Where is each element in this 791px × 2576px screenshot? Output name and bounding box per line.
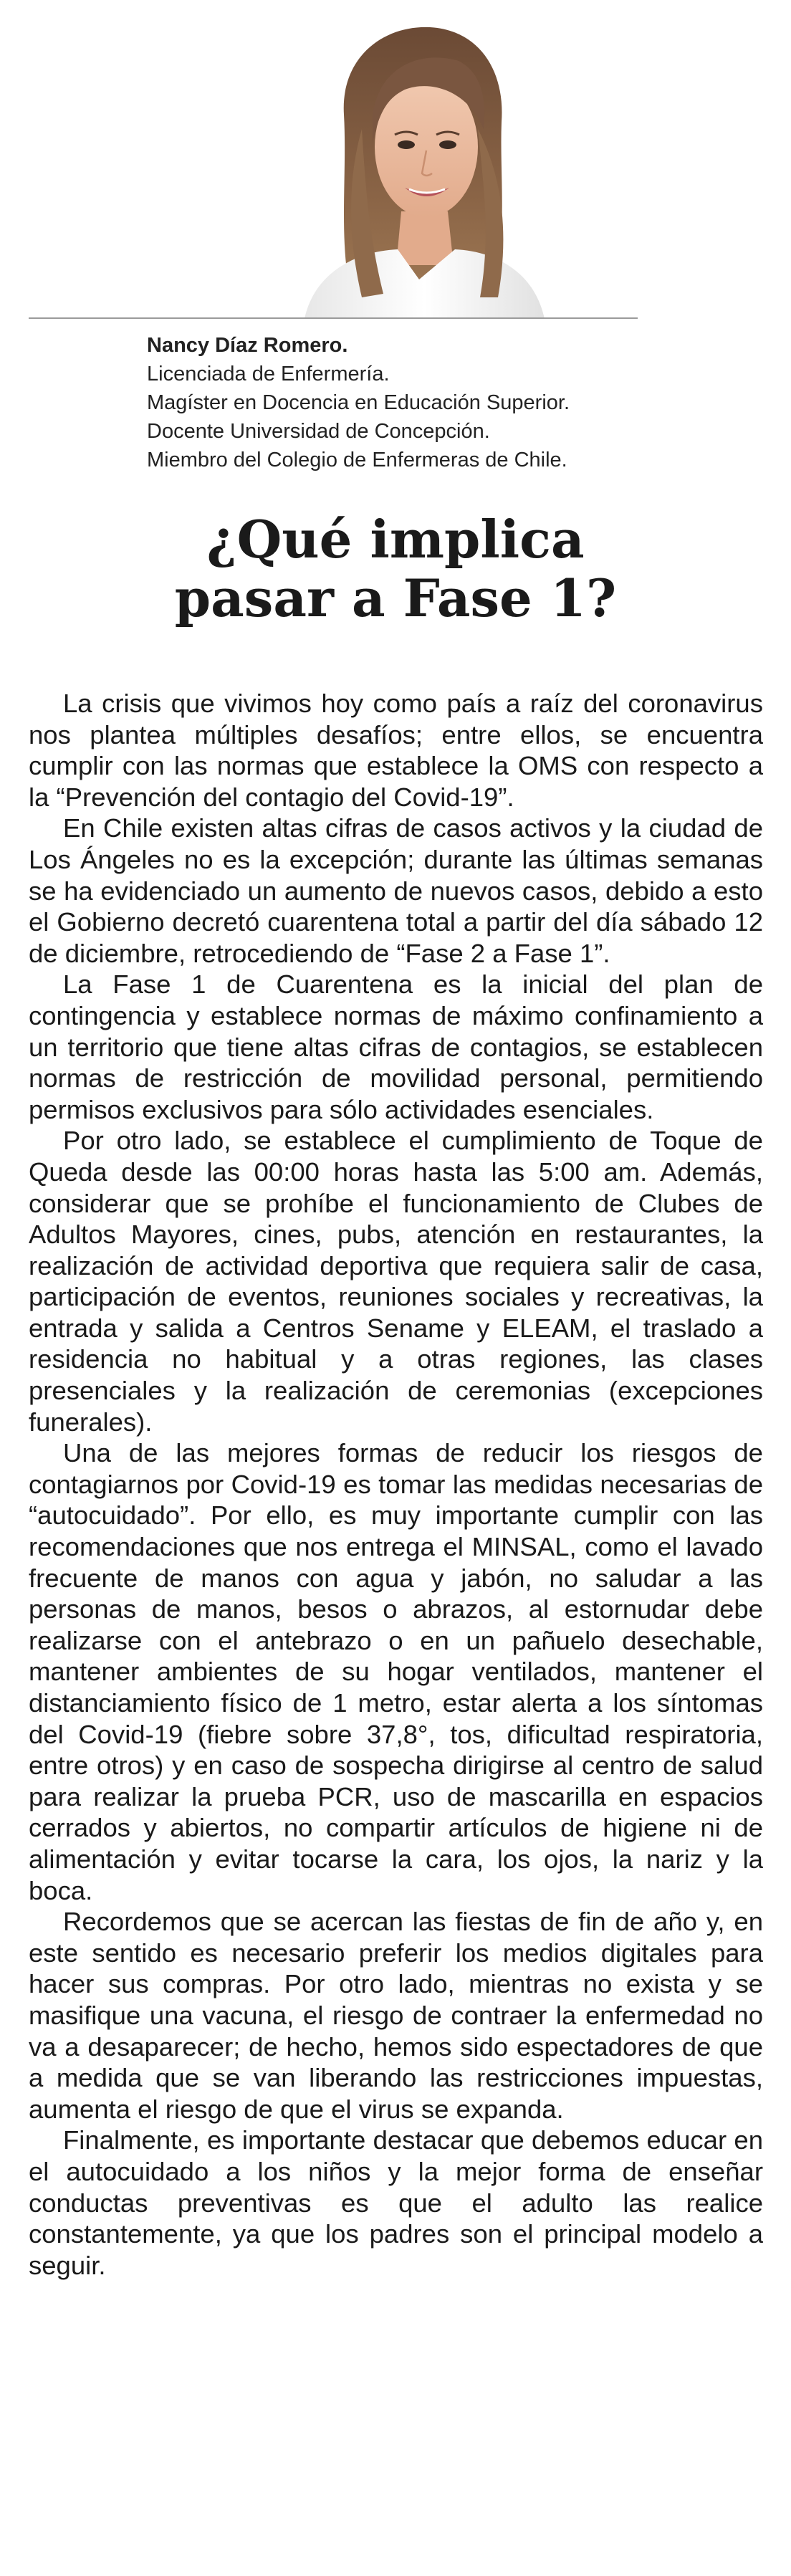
headline-line: pasar a Fase 1? — [174, 568, 617, 628]
author-credential: Miembro del Colegio de Enfermeras de Chile. — [147, 449, 567, 471]
article-paragraph: La Fase 1 de Cuarentena es la inicial del plan de contingencia y establece normas de máximo confinamiento a un territorio que tiene altas cifras de contagios, se establecen normas de restricción de movilidad personal, permitiendo permisos exclusivos para sólo actividades esenciales. — [29, 969, 763, 1124]
article-paragraph: En Chile existen altas cifras de casos activos y la ciudad de Los Ángeles no es la excepción; durante las últimas semanas se ha evidenciado un aumento de nuevos casos, debido a esto el Gobierno decretó cuarentena total a partir del día sábado 12 de diciembre, retrocediendo de “Fase 2 a Fase 1”. — [29, 813, 763, 968]
author-portrait — [276, 21, 562, 319]
article-paragraph: Finalmente, es importante destacar que debemos educar en el autocuidado a los niños y la mejor forma de enseñar conductas preventivas es que el adulto las realice constantemente, ya que los padres son el principal modelo a seguir. — [29, 2125, 763, 2280]
article-paragraph: La crisis que vivimos hoy como país a raíz del coronavirus nos plantea múltiples desafíos; entre ellos, se encuentra cumplir con las normas que establece la OMS con respecto a la “Prevención del contagio del Covid-19”. — [29, 689, 763, 812]
header-divider — [29, 317, 638, 319]
article-body — [29, 688, 763, 2281]
article-headline — [0, 510, 791, 628]
author-credential: Licenciada de Enfermería. — [147, 363, 390, 386]
author-credential: Docente Universidad de Concepción. — [147, 420, 490, 443]
author-name: Nancy Díaz Romero. — [147, 334, 348, 357]
article-paragraph: Por otro lado, se establece el cumplimiento de Toque de Queda desde las 00:00 horas hasta las 5:00 am. Además, considerar que se prohíbe el funcionamiento de Clubes de Adultos Mayores, cines, pubs, atención en restaurantes, la realización de actividad deportiva que requiera salir de casa, participación de eventos, reuniones sociales y recreativas, la entrada y salida a Centros Sename y ELEAM, el traslado a residencia no habitual y a otras regiones, las clases presenciales y la realización de ceremonias (excepciones funerales). — [29, 1126, 763, 1437]
article-paragraph: Recordemos que se acercan las fiestas de fin de año y, en este sentido es necesario preferir los medios digitales para hacer sus compras. Por otro lado, mientras no exista y se masifique una vacuna, el riesgo de contraer la enfermedad no va a desaparecer; de hecho, hemos sido espectadores de que a medida que se van liberando las restricciones impuestas, aumenta el riesgo de que el virus se expanda. — [29, 1907, 763, 2124]
author-credential: Magíster en Docencia en Educación Superior. — [147, 391, 570, 414]
author-info — [147, 331, 720, 474]
article-paragraph: Una de las mejores formas de reducir los riesgos de contagiarnos por Covid-19 es tomar las medidas necesarias de “autocuidado”. Por ello, es muy importante cumplir con las recomendaciones que nos entrega el MINSAL, como el lavado frecuente de manos con agua y jabón, no saludar a las personas de manos, besos o abrazos, al estornudar debe realizarse con el antebrazo o en un pañuelo desechable, mantener ambientes de su hogar ventilados, mantener el distanciamiento físico de 1 metro, estar alerta a los síntomas del Covid-19 (fiebre sobre 37,8°, tos, dificultad respiratoria, entre otros) y en caso de sospecha dirigirse al centro de salud para realizar la prueba PCR, uso de mascarilla en espacios cerrados y abiertos, no compartir artículos de higiene ni de alimentación y evitar tocarse la cara, los ojos, la nariz y la boca. — [29, 1438, 763, 1905]
headline-line: ¿Qué implica — [206, 509, 585, 570]
author-photo-block — [0, 0, 791, 319]
